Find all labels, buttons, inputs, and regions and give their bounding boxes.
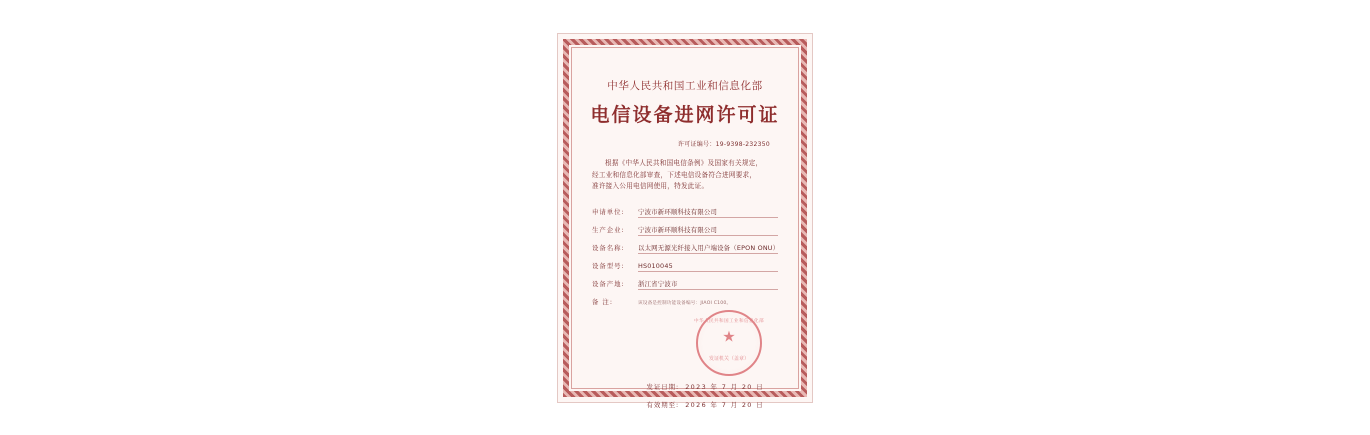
field-label-device-name: 设备名称: xyxy=(592,243,625,252)
field-label-device-model: 设备型号: xyxy=(592,261,625,270)
seal-top-label: 中华人民共和国工业和信息化部 xyxy=(694,318,764,324)
telecom-network-access-license xyxy=(557,33,813,409)
field-label-remark: 备 注: xyxy=(592,297,613,306)
field-row-device-model xyxy=(592,261,778,273)
seal-star-icon: ★ xyxy=(722,329,736,346)
seal-bottom-label: 发证机关（盖章） xyxy=(708,355,750,362)
field-value-device-name: 以太网无源光纤接入用户端设备（EPON ONU） xyxy=(638,243,778,255)
field-row-remark xyxy=(592,297,778,308)
field-value-applicant: 宁波市新环顺科技有限公司 xyxy=(638,207,778,219)
expiry-date-row xyxy=(576,400,764,409)
issue-date-value: 2023 年 7 月 20 日 xyxy=(685,382,764,391)
certificate-content xyxy=(576,52,794,409)
expiry-date-value: 2026 年 7 月 20 日 xyxy=(685,400,764,409)
license-number-value: 19-9398-232350 xyxy=(715,141,770,148)
field-value-remark: 该设备是控制功能设备编号：JIAOI C100。 xyxy=(638,300,732,306)
issue-date-label: 发证日期: xyxy=(646,382,680,391)
certificate-field-list xyxy=(592,207,778,308)
seal-area xyxy=(576,314,794,376)
certificate-body-text xyxy=(592,158,778,193)
body-line-3: 准许接入公用电信网使用，特发此证。 xyxy=(592,182,709,190)
field-row-manufacturer xyxy=(592,225,778,237)
body-line-1: 根据《中华人民共和国电信条例》及国家有关规定， xyxy=(605,159,763,167)
field-value-origin: 浙江省宁波市 xyxy=(638,279,778,291)
field-label-origin: 设备产地: xyxy=(592,279,625,288)
official-seal-stamp xyxy=(696,310,762,376)
field-value-device-model: HS010045 xyxy=(638,262,778,273)
license-number-label: 许可证编号： xyxy=(677,141,716,148)
expiry-date-label: 有效期至: xyxy=(646,400,680,409)
field-value-manufacturer: 宁波市新环顺科技有限公司 xyxy=(638,225,778,237)
field-row-applicant xyxy=(592,207,778,219)
field-label-applicant: 申请单位: xyxy=(592,207,625,216)
field-row-origin xyxy=(592,279,778,291)
issuing-ministry-heading: 中华人民共和国工业和信息化部 xyxy=(607,80,763,92)
certificate-title: 电信设备进网许可证 xyxy=(590,104,780,126)
field-label-manufacturer: 生产企业: xyxy=(592,225,625,234)
certificate-dates xyxy=(576,382,764,409)
license-number-line xyxy=(576,139,794,148)
field-row-device-name xyxy=(592,243,778,255)
issue-date-row xyxy=(576,382,764,391)
body-line-2: 经工业和信息化部审查，下述电信设备符合进网要求， xyxy=(592,170,757,179)
